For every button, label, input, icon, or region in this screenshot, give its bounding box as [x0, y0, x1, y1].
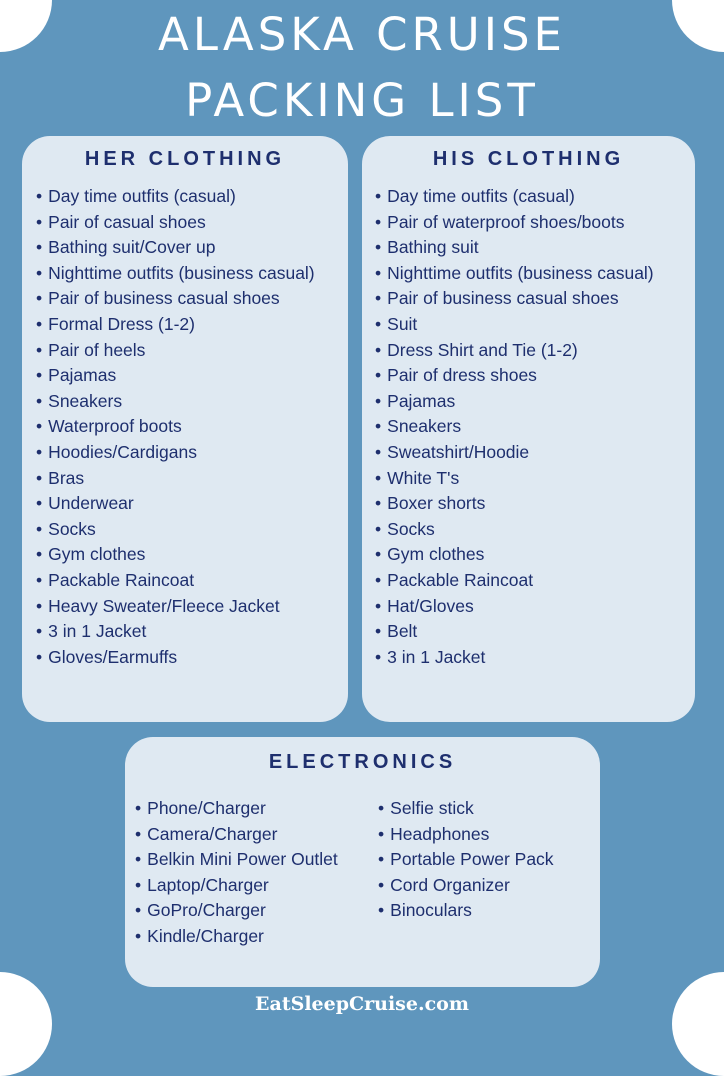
- list-item: • White T's: [375, 466, 654, 492]
- electronics-heading: ELECTRONICS: [268, 751, 457, 773]
- list-item: • Headphones: [378, 822, 554, 848]
- list-item: • Pajamas: [36, 363, 315, 389]
- list-item: • Sneakers: [36, 389, 315, 415]
- his-clothing-heading: HIS CLOTHING: [432, 148, 625, 170]
- list-item: • Gym clothes: [375, 542, 654, 568]
- list-item: • Belkin Mini Power Outlet: [135, 847, 338, 873]
- list-item: • Waterproof boots: [36, 414, 315, 440]
- list-item: • Bathing suit/Cover up: [36, 235, 315, 261]
- list-item: • Bras: [36, 466, 315, 492]
- list-item: • Sneakers: [375, 414, 654, 440]
- list-item: • Kindle/Charger: [135, 924, 338, 950]
- her-clothing-list: [36, 184, 315, 670]
- list-item: • Nighttime outfits (business casual): [375, 261, 654, 287]
- list-item: • Day time outfits (casual): [375, 184, 654, 210]
- list-item: • Nighttime outfits (business casual): [36, 261, 315, 287]
- list-item: • Belt: [375, 619, 654, 645]
- list-item: • Heavy Sweater/Fleece Jacket: [36, 594, 315, 620]
- list-item: • Pair of casual shoes: [36, 210, 315, 236]
- list-item: • Selfie stick: [378, 796, 554, 822]
- corner-cutout-bottom-right: [672, 972, 724, 1076]
- list-item: • Laptop/Charger: [135, 873, 338, 899]
- list-item: • Suit: [375, 312, 654, 338]
- list-item: • Pair of dress shoes: [375, 363, 654, 389]
- list-item: • Socks: [375, 517, 654, 543]
- his-clothing-list: [375, 184, 654, 670]
- list-item: • Phone/Charger: [135, 796, 338, 822]
- list-item: • Hat/Gloves: [375, 594, 654, 620]
- list-item: • 3 in 1 Jacket: [36, 619, 315, 645]
- list-item: • Cord Organizer: [378, 873, 554, 899]
- list-item: • Hoodies/Cardigans: [36, 440, 315, 466]
- site-url-footer: EatSleepCruise.com: [255, 993, 469, 1015]
- corner-cutout-bottom-left: [0, 972, 52, 1076]
- list-item: • Sweatshirt/Hoodie: [375, 440, 654, 466]
- list-item: • Portable Power Pack: [378, 847, 554, 873]
- list-item: • Bathing suit: [375, 235, 654, 261]
- list-item: • 3 in 1 Jacket: [375, 645, 654, 671]
- electronics-list-column-2: [378, 796, 554, 924]
- list-item: • Socks: [36, 517, 315, 543]
- list-item: • Pair of heels: [36, 338, 315, 364]
- list-item: • Binoculars: [378, 898, 554, 924]
- list-item: • Packable Raincoat: [36, 568, 315, 594]
- her-clothing-heading: HER CLOTHING: [84, 148, 286, 170]
- list-item: • Camera/Charger: [135, 822, 338, 848]
- list-item: • Pair of waterproof shoes/boots: [375, 210, 654, 236]
- her-clothing-panel: [22, 136, 348, 722]
- list-item: • Gloves/Earmuffs: [36, 645, 315, 671]
- list-item: • Pair of business casual shoes: [375, 286, 654, 312]
- electronics-panel: [125, 737, 600, 987]
- page-title-line-1: ALASKA CRUISE: [158, 8, 566, 61]
- list-item: • Gym clothes: [36, 542, 315, 568]
- list-item: • Dress Shirt and Tie (1-2): [375, 338, 654, 364]
- list-item: • Pair of business casual shoes: [36, 286, 315, 312]
- list-item: • GoPro/Charger: [135, 898, 338, 924]
- list-item: • Underwear: [36, 491, 315, 517]
- list-item: • Formal Dress (1-2): [36, 312, 315, 338]
- list-item: • Pajamas: [375, 389, 654, 415]
- electronics-list-column-1: [135, 796, 338, 950]
- list-item: • Day time outfits (casual): [36, 184, 315, 210]
- page-title-line-2: PACKING LIST: [185, 74, 539, 127]
- list-item: • Packable Raincoat: [375, 568, 654, 594]
- his-clothing-panel: [362, 136, 695, 722]
- list-item: • Boxer shorts: [375, 491, 654, 517]
